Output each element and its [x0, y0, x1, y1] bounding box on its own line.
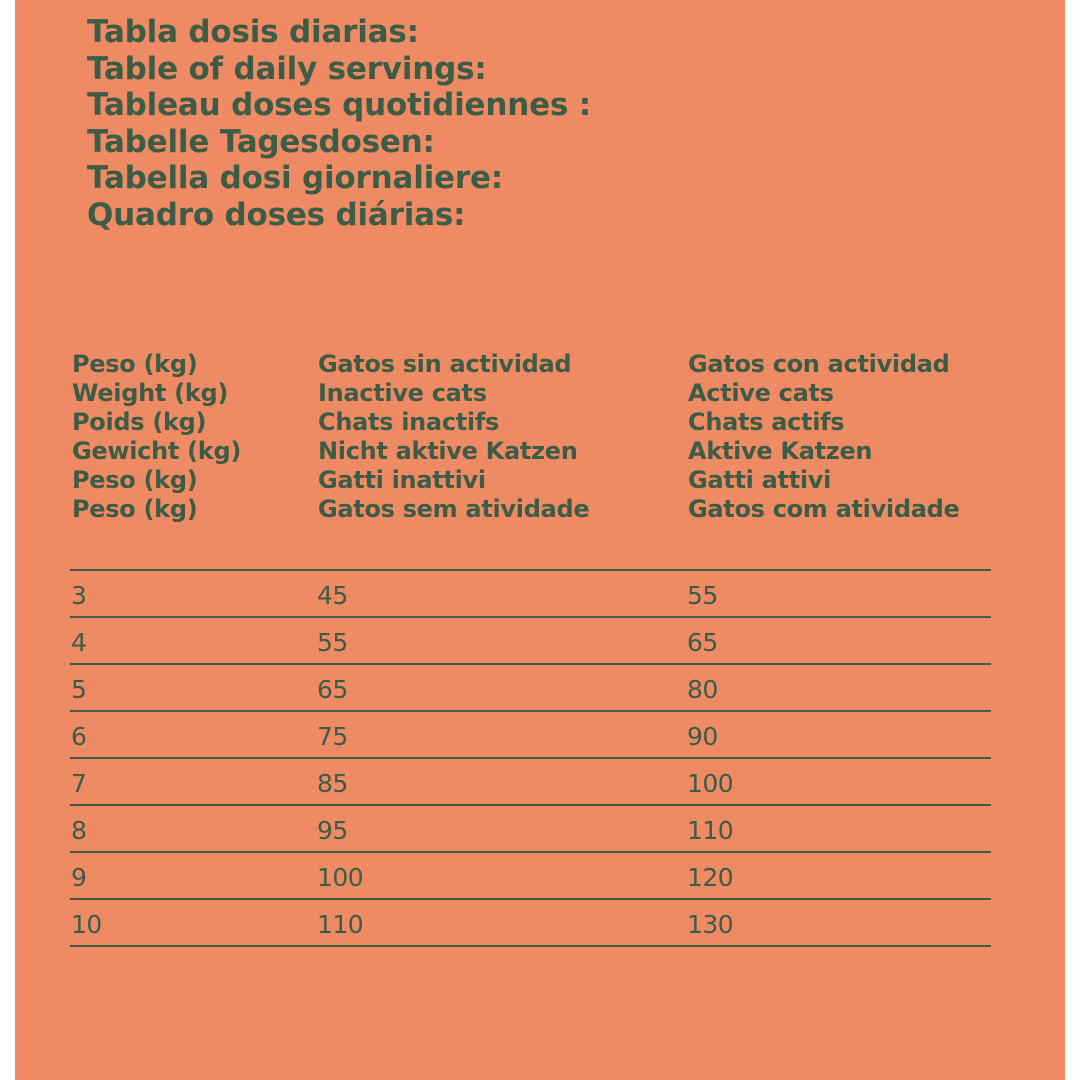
inactive-serving-cell: 110 — [317, 910, 364, 939]
header-label: Gatos con actividad — [688, 350, 950, 378]
header-label: Gewicht (kg) — [72, 437, 241, 465]
header-label: Aktive Katzen — [688, 437, 873, 465]
weight-cell: 9 — [71, 863, 87, 892]
inactive-serving-cell: 45 — [317, 581, 348, 610]
table-row — [70, 900, 991, 947]
header-label: Active cats — [688, 379, 834, 407]
inactive-cats-column-header — [318, 350, 589, 524]
weight-cell: 10 — [71, 910, 102, 939]
header-label: Gatti inattivi — [318, 466, 486, 494]
active-serving-cell: 100 — [687, 769, 734, 798]
header-label: Inactive cats — [318, 379, 487, 407]
active-serving-cell: 65 — [687, 628, 718, 657]
title-es: Tabla dosis diarias: — [87, 14, 419, 50]
table-row — [70, 712, 991, 759]
inactive-serving-cell: 85 — [317, 769, 348, 798]
header-label: Poids (kg) — [72, 408, 207, 436]
header-label: Gatos sem atividade — [318, 495, 590, 523]
inactive-serving-cell: 100 — [317, 863, 364, 892]
header-label: Gatos com atividade — [688, 495, 960, 523]
header-label: Peso (kg) — [72, 350, 198, 378]
header-label: Weight (kg) — [72, 379, 228, 407]
weight-column-header — [72, 350, 241, 524]
weight-cell: 4 — [71, 628, 87, 657]
inactive-serving-cell: 65 — [317, 675, 348, 704]
title-block — [87, 14, 591, 234]
header-label: Chats actifs — [688, 408, 845, 436]
inactive-serving-cell: 95 — [317, 816, 348, 845]
servings-table — [70, 569, 991, 947]
inactive-serving-cell: 55 — [317, 628, 348, 657]
table-row — [70, 806, 991, 853]
title-pt: Quadro doses diárias: — [87, 196, 466, 233]
inactive-serving-cell: 75 — [317, 722, 348, 751]
title-en: Table of daily servings: — [87, 50, 487, 87]
header-label: Chats inactifs — [318, 408, 499, 436]
header-label: Peso (kg) — [72, 466, 198, 494]
title-it: Tabella dosi giornaliere: — [87, 160, 503, 197]
table-row — [70, 665, 991, 712]
active-serving-cell: 90 — [687, 722, 718, 751]
header-label: Gatti attivi — [688, 466, 832, 494]
active-serving-cell: 130 — [687, 910, 734, 939]
active-serving-cell: 110 — [687, 816, 734, 845]
active-serving-cell: 55 — [687, 581, 718, 610]
table-row — [70, 853, 991, 900]
header-label: Gatos sin actividad — [318, 350, 572, 378]
table-row — [70, 759, 991, 806]
weight-cell: 5 — [71, 675, 87, 704]
weight-cell: 7 — [71, 769, 87, 798]
active-serving-cell: 80 — [687, 675, 718, 704]
table-row — [70, 571, 991, 618]
title-de: Tabelle Tagesdosen: — [87, 123, 435, 160]
active-cats-column-header — [688, 350, 959, 524]
title-fr: Tableau doses quotidiennes : — [87, 87, 591, 124]
header-label: Nicht aktive Katzen — [318, 437, 578, 465]
active-serving-cell: 120 — [687, 863, 734, 892]
table-row — [70, 618, 991, 665]
weight-cell: 8 — [71, 816, 87, 845]
header-label: Peso (kg) — [72, 495, 198, 523]
weight-cell: 3 — [71, 581, 87, 610]
weight-cell: 6 — [71, 722, 87, 751]
